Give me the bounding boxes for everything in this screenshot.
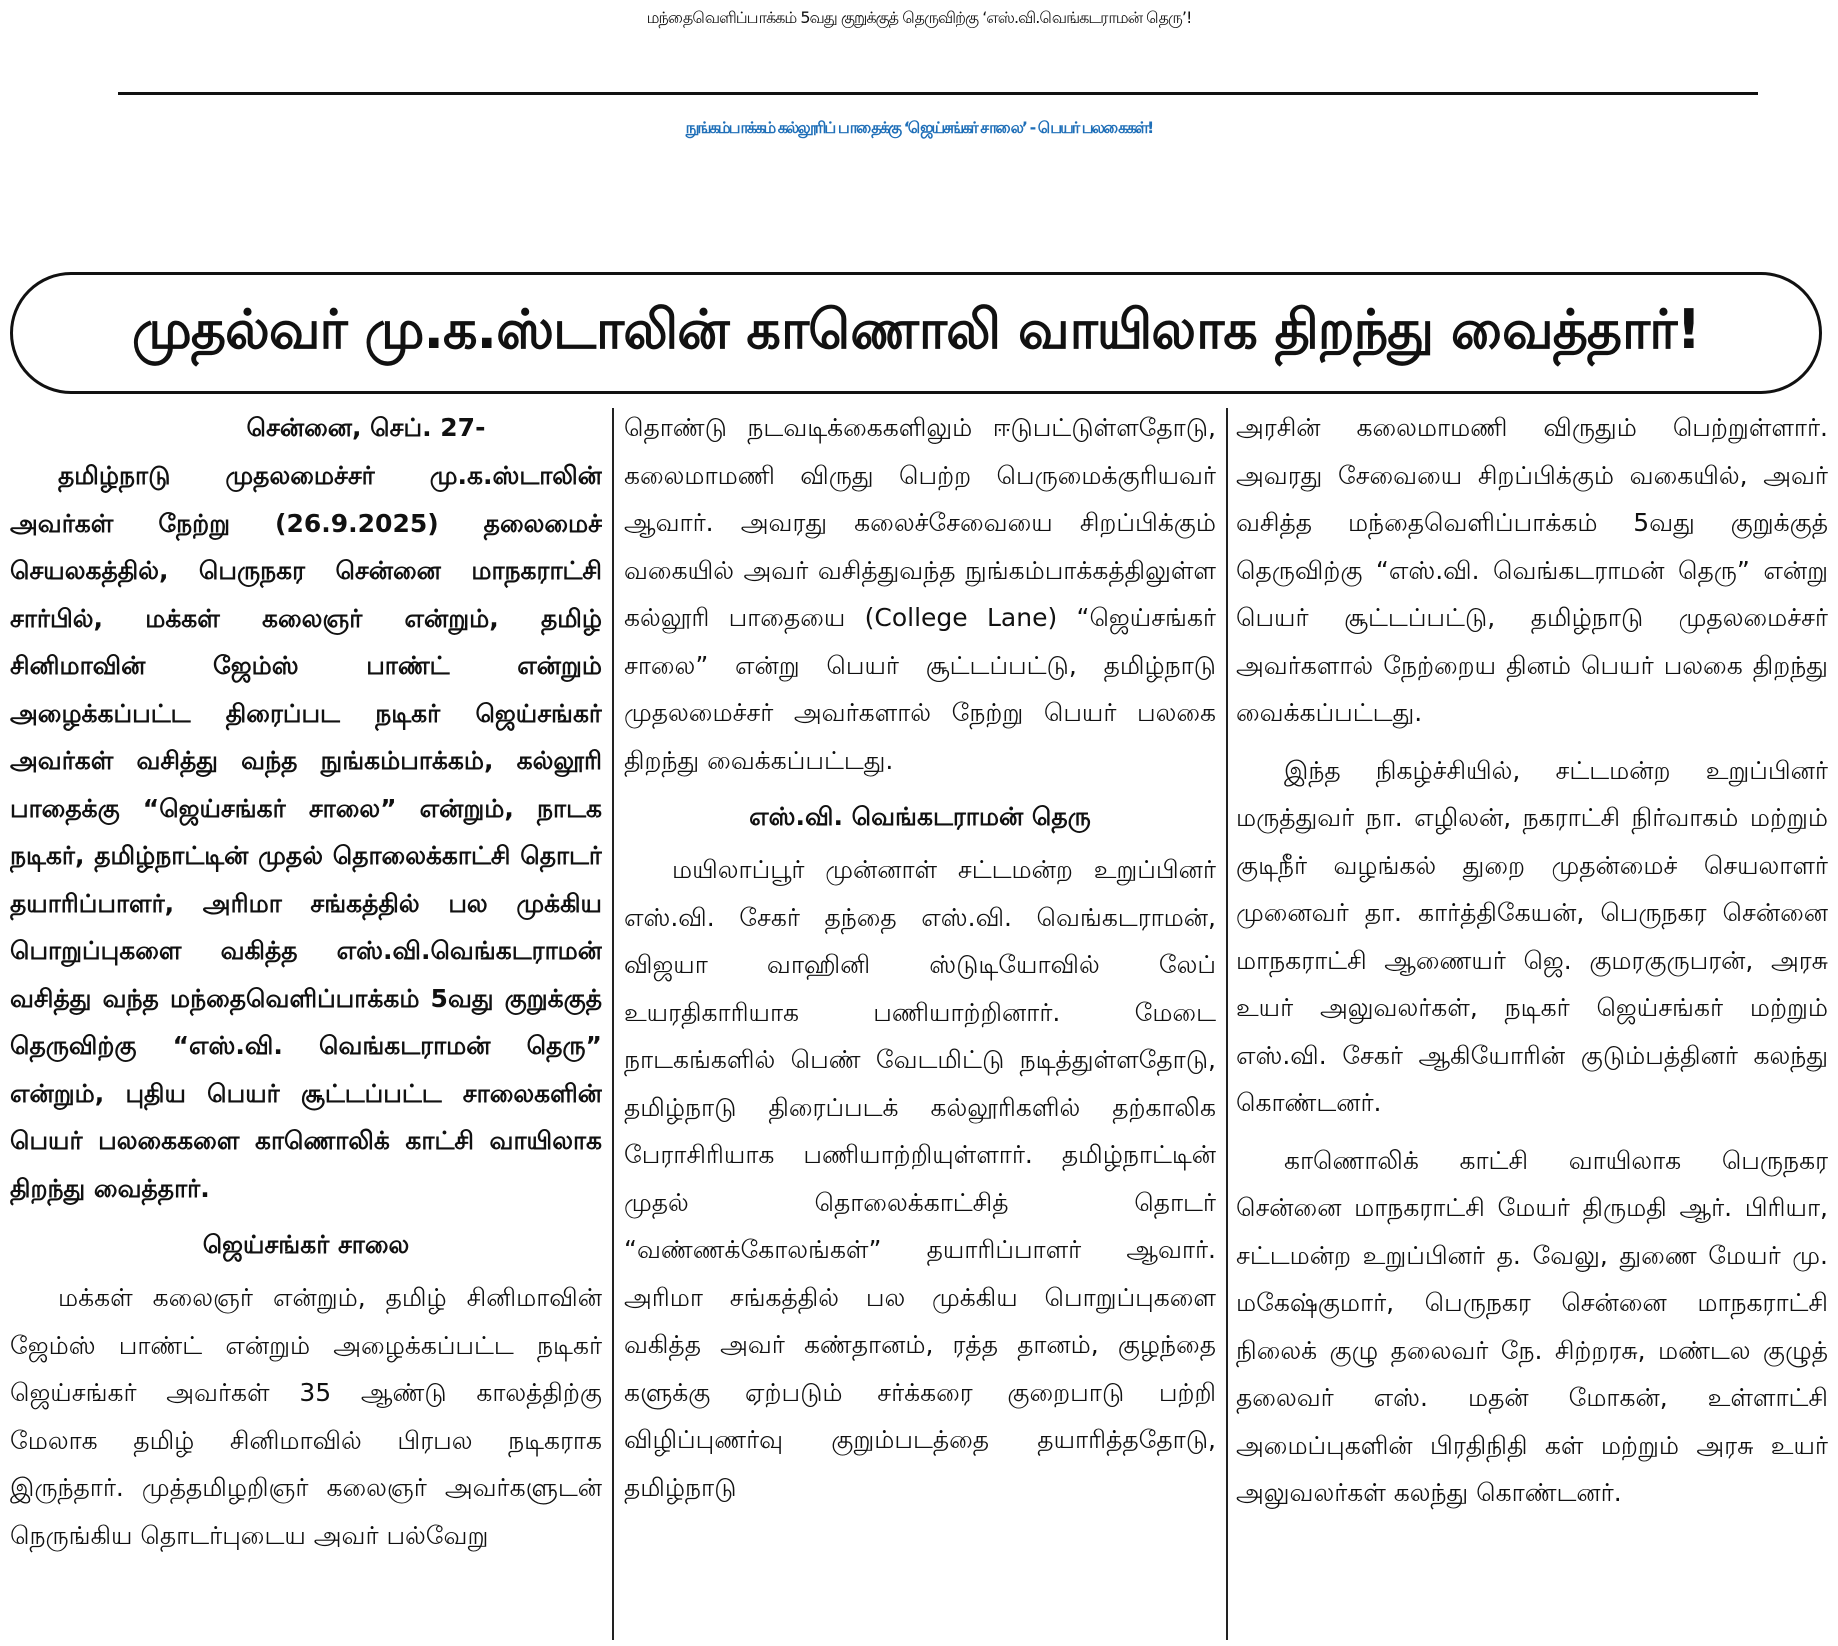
column-3 [1236, 404, 1828, 1640]
main-headline: நுங்கம்பாக்கம் கல்லூரிப் பாதைக்கு ‘ஜெய்சங்கர் சாலை’ - பெயர் பலகைகள்! [685, 118, 1153, 137]
subhead-box [10, 272, 1822, 394]
section-title-venkataraman: எஸ்.வி. வெங்கடராமன் தெரு [749, 802, 1091, 831]
body-paragraph: மயிலாப்பூர் முன்னாள் சட்டமன்ற உறுப்பினர் எஸ்.வி. சேகர் தந்தை எஸ்.வி. வெங்கடராமன், விஜயா வாஹினி ஸ்டுடியோவில் லேப் உயரதிகாரியாக பணியாற்றினார். மேடை நாடகங்களில் பெண் வேடமிட்டு நடித்துள்ளதோடு, தமிழ்நாடு திரைப்படக் கல்லூரிகளில் தற்காலிக பேராசிரியாக பணியாற்றியுள்ளார். தமிழ்நாட்டின் முதல் தொலைக்காட்சித் தொடர் “வண்ணக்கோலங்கள்” தயாரிப்பாளர் ஆவார். அரிமா சங்கத்தில் பல முக்கிய பொறுப்புகளை வகித்த அவர் கண்தானம், ரத்த தானம், குழந்தை களுக்கு ஏற்படும் சர்க்கரை குறைபாடு பற்றி விழிப்புணர்வு குறும்படத்தை தயாரித்ததோடு, தமிழ்நாடு [624, 855, 1216, 1502]
body-paragraph: காணொலிக் காட்சி வாயிலாக பெருநகர சென்னை மாநகராட்சி மேயர் திருமதி ஆர். பிரியா, சட்டமன்ற உறுப்பினர் த. வேலு, துணை மேயர் மு. மகேஷ்குமார், பெருநகர சென்னை மாநகராட்சி நிலைக் குழு தலைவர் நே. சிற்றரசு, மண்டல குழுத் தலைவர் எஸ். மதன் மோகன், உள்ளாட்சி அமைப்புகளின் பிரதிநிதி கள் மற்றும் அரசு உயர் அலுவலர்கள் கலந்து கொண்டனர். [1236, 1145, 1828, 1507]
column-1 [10, 404, 602, 1640]
lead-paragraph: தமிழ்நாடு முதலமைச்சர் மு.க.ஸ்டாலின் அவர்கள் நேற்று (26.9.2025) தலைமைச் செயலகத்தில், பெருநகர சென்னை மாநகராட்சி சார்பில், மக்கள் கலைஞர் என்றும், தமிழ் சினிமாவின் ஜேம்ஸ் பாண்ட் என்றும் அழைக்கப்பட்ட திரைப்பட நடிகர் ஜெய்சங்கர் அவர்கள் வசித்து வந்த நுங்கம்பாக்கம், கல்லூரி பாதைக்கு “ஜெய்சங்கர் சாலை” என்றும், நாடக நடிகர், தமிழ்நாட்டின் முதல் தொலைக்காட்சி தொடர் தயாரிப்பாளர், அரிமா சங்கத்தில் பல முக்கிய பொறுப்புகளை வகித்த எஸ்.வி.வெங்கடராமன் வசித்து வந்த மந்தைவெளிப்பாக்கம் 5வது குறுக்குத் தெருவிற்கு “எஸ்.வி. வெங்கடராமன் தெரு” என்றும், புதிய பெயர் சூட்டப்பட்ட சாலைகளின் பெயர் பலகைகளை காணொலிக் காட்சி வாயிலாக திறந்து வைத்தார். [10, 461, 602, 1203]
column-divider [612, 408, 614, 1640]
body-paragraph: அரசின் கலைமாமணி விருதும் பெற்றுள்ளார். அவரது சேவையை சிறப்பிக்கும் வகையில், அவர் வசித்த மந்தைவெளிப்பாக்கம் 5வது குறுக்குத் தெருவிற்கு “எஸ்.வி. வெங்கடராமன் தெரு” என்று பெயர் சூட்டப்பட்டு, தமிழ்நாடு முதலமைச்சர் அவர்களால் நேற்றைய தினம் பெயர் பலகை திறந்து வைக்கப்பட்டது. [1236, 413, 1828, 727]
body-paragraph: தொண்டு நடவடிக்கைகளிலும் ஈடுபட்டுள்ளதோடு, கலைமாமணி விருது பெற்ற பெருமைக்குரியவர் ஆவார். அவரது கலைச்சேவையை சிறப்பிக்கும் வகையில் அவர் வசித்துவந்த நுங்கம்பாக்கத்திலுள்ள கல்லூரி பாதையை (College Lane) “ஜெய்சங்கர் சாலை” என்று பெயர் சூட்டப்பட்டு, தமிழ்நாடு முதலமைச்சர் அவர்களால் நேற்று பெயர் பலகை திறந்து வைக்கப்பட்டது. [624, 413, 1216, 775]
column-2 [624, 404, 1216, 1640]
body-paragraph: இந்த நிகழ்ச்சியில், சட்டமன்ற உறுப்பினர் மருத்துவர் நா. எழிலன், நகராட்சி நிர்வாகம் மற்றும் குடிநீர் வழங்கல் துறை முதன்மைச் செயலாளர் முனைவர் தா. கார்த்திகேயன், பெருநகர சென்னை மாநகராட்சி ஆணையர் ஜெ. குமரகுருபரன், அரசு உயர் அலுவலர்கள், நடிகர் ஜெய்சங்கர் மற்றும் எஸ்.வி. சேகர் ஆகியோரின் குடும்பத்தினர் கலந்து கொண்டனர். [1236, 755, 1828, 1117]
dateline: சென்னை, செப். 27- [246, 413, 486, 442]
kicker-headline: மந்தைவெளிப்பாக்கம் 5வது குறுக்குத் தெருவிற்கு ‘எஸ்.வி.வெங்கடராமன் தெரு’! [646, 8, 1192, 27]
subhead: முதல்வர் மு.க.ஸ்டாலின் காணொலி வாயிலாக திறந்து வைத்தார்! [131, 297, 1701, 361]
section-title-jaishankar: ஜெய்சங்கர் சாலை [202, 1230, 410, 1259]
column-divider [1226, 408, 1228, 1640]
body-paragraph: மக்கள் கலைஞர் என்றும், தமிழ் சினிமாவின் ஜேம்ஸ் பாண்ட் என்றும் அழைக்கப்பட்ட நடிகர் ஜெய்சங்கர் அவர்கள் 35 ஆண்டு காலத்திற்கு மேலாக தமிழ் சினிமாவில் பிரபல நடிகராக இருந்தார். முத்தமிழறிஞர் கலைஞர் அவர்களுடன் நெருங்கிய தொடர்புடைய அவர் பல்வேறு [10, 1283, 602, 1550]
kicker-divider [118, 92, 1758, 95]
